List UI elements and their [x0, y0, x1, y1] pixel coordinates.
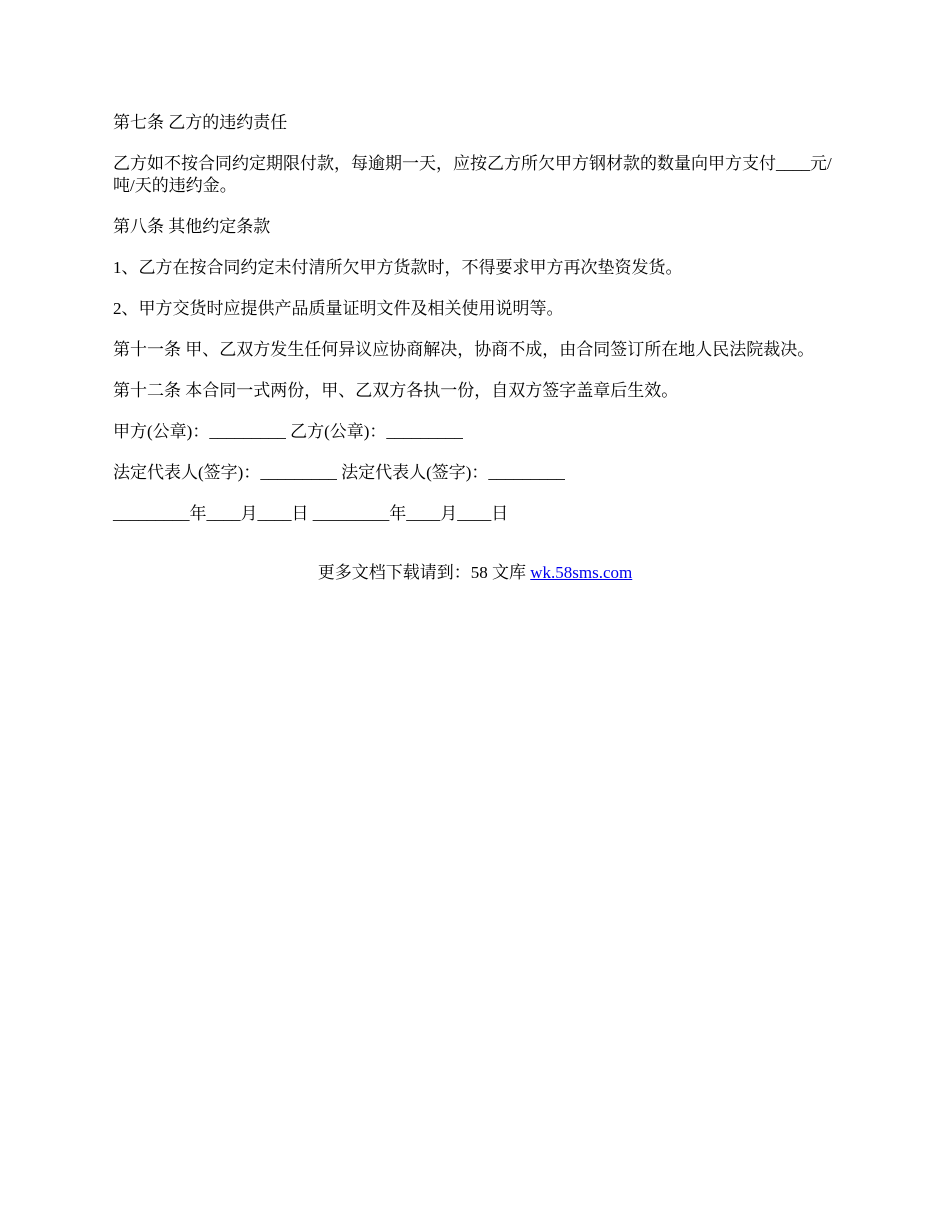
article-8-clause-2: 2、甲方交货时应提供产品质量证明文件及相关使用说明等。: [113, 299, 564, 318]
article-8-heading: 第八条 其他约定条款: [113, 217, 271, 236]
article-11: 第十一条 甲、乙双方发生任何异议应协商解决，协商不成，由合同签订所在地人民法院裁决。: [113, 340, 815, 359]
seal-line: 甲方(公章)：_________ 乙方(公章)：_________: [113, 422, 463, 441]
article-7-body: 乙方如不按合同约定期限付款，每逾期一天，应按乙方所欠甲方钢材款的数量向甲方支付____元/吨/天的违约金。: [113, 154, 832, 195]
document-body: [113, 112, 843, 544]
footer: [0, 562, 950, 584]
date-line: _________年____月____日 _________年____月____日: [113, 504, 509, 523]
footer-text: 更多文档下载请到：58 文库: [317, 563, 531, 582]
footer-link[interactable]: wk.58sms.com: [530, 563, 633, 582]
signature-line: 法定代表人(签字)：_________ 法定代表人(签字)：_________: [113, 463, 565, 482]
article-8-clause-1: 1、乙方在按合同约定未付清所欠甲方货款时，不得要求甲方再次垫资发货。: [113, 258, 683, 277]
article-12: 第十二条 本合同一式两份，甲、乙双方各执一份，自双方签字盖章后生效。: [113, 381, 679, 400]
article-7-heading: 第七条 乙方的违约责任: [113, 113, 288, 132]
